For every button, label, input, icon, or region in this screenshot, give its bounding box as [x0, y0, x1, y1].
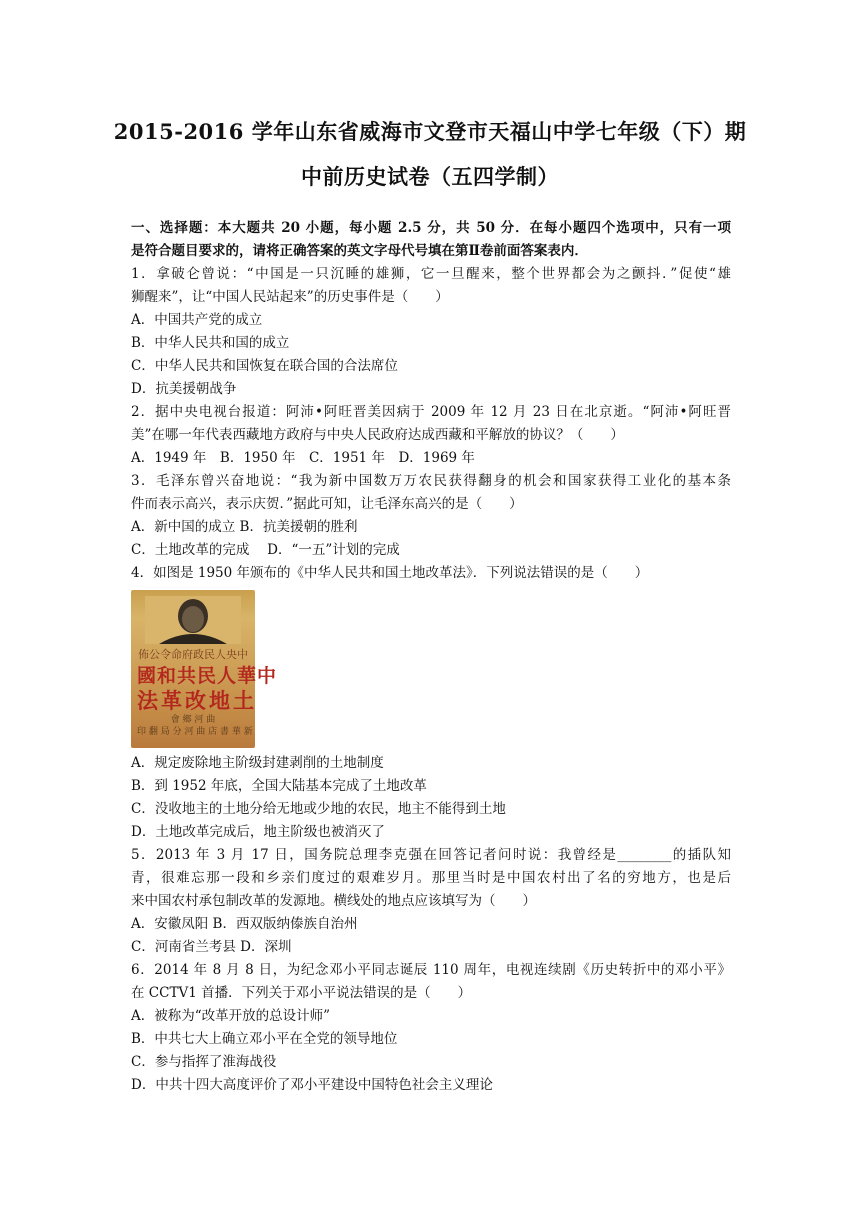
q1-stem-line1: 1．拿破仑曾说：“中国是一只沉睡的雄狮，它一旦醒来，整个世界都会为之颤抖．”促使“雄 — [131, 266, 731, 282]
section-heading-line2: 是符合题目要求的，请将正确答案的英文字母代号填在第Ⅱ卷前面答案表内． — [131, 243, 588, 259]
q2-stem-line1: 2．据中央电视台报道：阿沛•阿旺晋美因病于 2009 年 12 月 23 日在北京逝。“阿沛•阿旺晋 — [131, 404, 731, 420]
q5-stem-line3: 来中国农村承包制改革的发源地。横线处的地点应该填写为（ ） — [131, 893, 536, 909]
exam-content — [131, 217, 731, 1097]
q4-option-d: D．土地改革完成后，地主阶级也被消灭了 — [131, 824, 385, 840]
q1-stem-line2: 狮醒来”，让“中国人民站起来”的历史事件是（ ） — [131, 289, 449, 305]
q1-option-d: D．抗美援朝战争 — [131, 381, 237, 397]
q4-stem: 4．如图是 1950 年颁布的《中华人民共和国土地改革法》．下列说法错误的是（ ） — [131, 565, 649, 581]
q6-option-b: B．中共七大上确立邓小平在全党的领导地位 — [131, 1031, 398, 1047]
q6-stem-line1: 6．2014 年 8 月 8 日，为纪念邓小平同志诞辰 110 周年，电视连续剧《历史转折中的邓小平》 — [131, 962, 731, 978]
q3-options-ab: A．新中国的成立 B．抗美援朝的胜利 — [131, 519, 358, 535]
q5-stem-line2: 青，很难忘那一段和乡亲们度过的艰难岁月。那里当时是中国农村出了名的穷地方，也是后 — [131, 870, 731, 886]
q4-option-b: B．到 1952 年底，全国大陆基本完成了土地改革 — [131, 778, 427, 794]
q6-option-c: C．参与指挥了淮海战役 — [131, 1054, 277, 1070]
exam-title-line2: 中前历史试卷（五四学制） — [301, 164, 559, 189]
q6-stem-line2: 在 CCTV1 首播．下列关于邓小平说法错误的是（ ） — [131, 985, 472, 1001]
q1-option-c: C．中华人民共和国恢复在联合国的合法席位 — [131, 358, 398, 374]
q6-option-a: A．被称为“改革开放的总设计师” — [131, 1008, 331, 1024]
q3-stem-line2: 件而表示高兴，表示庆贺．”据此可知，让毛泽东高兴的是（ ） — [131, 496, 523, 512]
q5-stem-line1: 5．2013 年 3 月 17 日，国务院总理李克强在回答记者问时说：我曾经是________的插队知 — [131, 847, 731, 863]
land-reform-law-cover-image — [131, 590, 278, 748]
section-heading-line1: 一、选择题：本大题共 20 小题，每小题 2.5 分，共 50 分．在每小题四个选项中，只有一项 — [131, 220, 731, 236]
cover-top-text: 佈公令命府政民人央中 — [138, 648, 248, 661]
q4-option-c: C．没收地主的土地分给无地或少地的农民，地主不能得到土地 — [131, 801, 506, 817]
portrait-illustration — [145, 596, 241, 644]
cover-small-text1: 會 鄉 河 曲 — [170, 715, 216, 725]
q2-options: A．1949 年 B．1950 年 C．1951 年 D．1969 年 — [131, 450, 475, 466]
q5-options-ab: A．安徽凤阳 B．西双版纳傣族自治州 — [131, 916, 358, 932]
cover-small-text2: 印 翻 局 分 河 曲 店 書 華 新 — [137, 727, 253, 737]
cover-title-line2: 法革改地土 — [137, 688, 257, 713]
exam-title-line1: 2015-2016 学年山东省威海市文登市天福山中学七年级（下）期 — [113, 119, 747, 144]
q6-option-d: D．中共十四大高度评价了邓小平建设中国特色社会主义理论 — [131, 1077, 493, 1093]
q2-stem-line2: 美”在哪一年代表西藏地方政府与中央人民政府达成西藏和平解放的协议？（ ） — [131, 427, 624, 443]
q1-option-a: A．中国共产党的成立 — [131, 312, 263, 328]
q4-option-a: A．规定废除地主阶级封建剥削的土地制度 — [131, 755, 384, 771]
cover-title-line1: 國和共民人華中 — [137, 665, 278, 687]
q5-options-cd: C．河南省兰考县 D．深圳 — [131, 939, 292, 955]
q1-option-b: B．中华人民共和国的成立 — [131, 335, 290, 351]
q3-options-cd: C．土地改革的完成 D．“一五”计划的完成 — [131, 542, 400, 558]
q3-stem-line1: 3．毛泽东曾兴奋地说：“我为新中国数万万农民获得翻身的机会和国家获得工业化的基本条 — [131, 473, 731, 489]
